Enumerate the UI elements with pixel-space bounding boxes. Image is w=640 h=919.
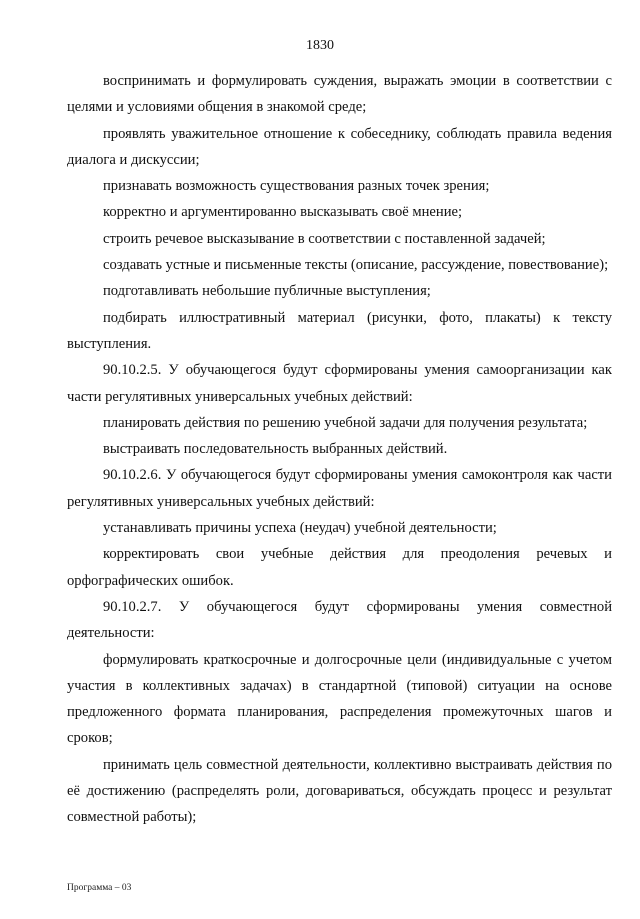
paragraph: подбирать иллюстративный материал (рисунки, фото, плакаты) к тексту выступления. <box>67 309 612 352</box>
paragraph: создавать устные и письменные тексты (описание, рассуждение, повествование); <box>103 257 609 274</box>
section-heading-paragraph: 90.10.2.5. У обучающегося будут сформированы умения самоорганизации как части регулятивных универсальных учебных действий: <box>67 362 612 405</box>
paragraph: признавать возможность существования разных точек зрения; <box>103 178 490 195</box>
paragraph: воспринимать и формулировать суждения, выражать эмоции в соответствии с целями и условиями общения в знакомой среде; <box>67 73 612 116</box>
paragraph: корректировать свои учебные действия для преодоления речевых и орфографических ошибок. <box>67 546 612 589</box>
section-heading-paragraph: 90.10.2.6. У обучающегося будут сформированы умения самоконтроля как части регулятивных универсальных учебных действий: <box>67 467 612 510</box>
paragraph: выстраивать последовательность выбранных действий. <box>103 441 448 458</box>
paragraph: проявлять уважительное отношение к собеседнику, соблюдать правила ведения диалога и дискуссии; <box>67 125 612 168</box>
paragraph: строить речевое высказывание в соответствии с поставленной задачей; <box>103 230 546 247</box>
paragraph: формулировать краткосрочные и долгосрочные цели (индивидуальные с учетом участия в коллективных задачах) в стандартной (типовой) ситуации на основе предложенного формата планирования, распределения промежуточных шагов и сроков; <box>67 651 612 747</box>
page-number: 1830 <box>306 38 334 53</box>
paragraph: планировать действия по решению учебной задачи для получения результата; <box>103 414 588 431</box>
paragraph: корректно и аргументированно высказывать своё мнение; <box>103 204 463 221</box>
footer-label: Программа – 03 <box>67 883 132 893</box>
paragraph: принимать цель совместной деятельности, коллективно выстраивать действия по её достижению (распределять роли, договариваться, обсуждать процесс и результат совместной работы); <box>67 756 612 826</box>
section-heading-paragraph: 90.10.2.7. У обучающегося будут сформированы умения совместной деятельности: <box>67 598 612 642</box>
text-body <box>67 68 612 831</box>
paragraph: подготавливать небольшие публичные выступления; <box>103 283 431 300</box>
paragraph: устанавливать причины успеха (неудач) учебной деятельности; <box>103 520 497 537</box>
